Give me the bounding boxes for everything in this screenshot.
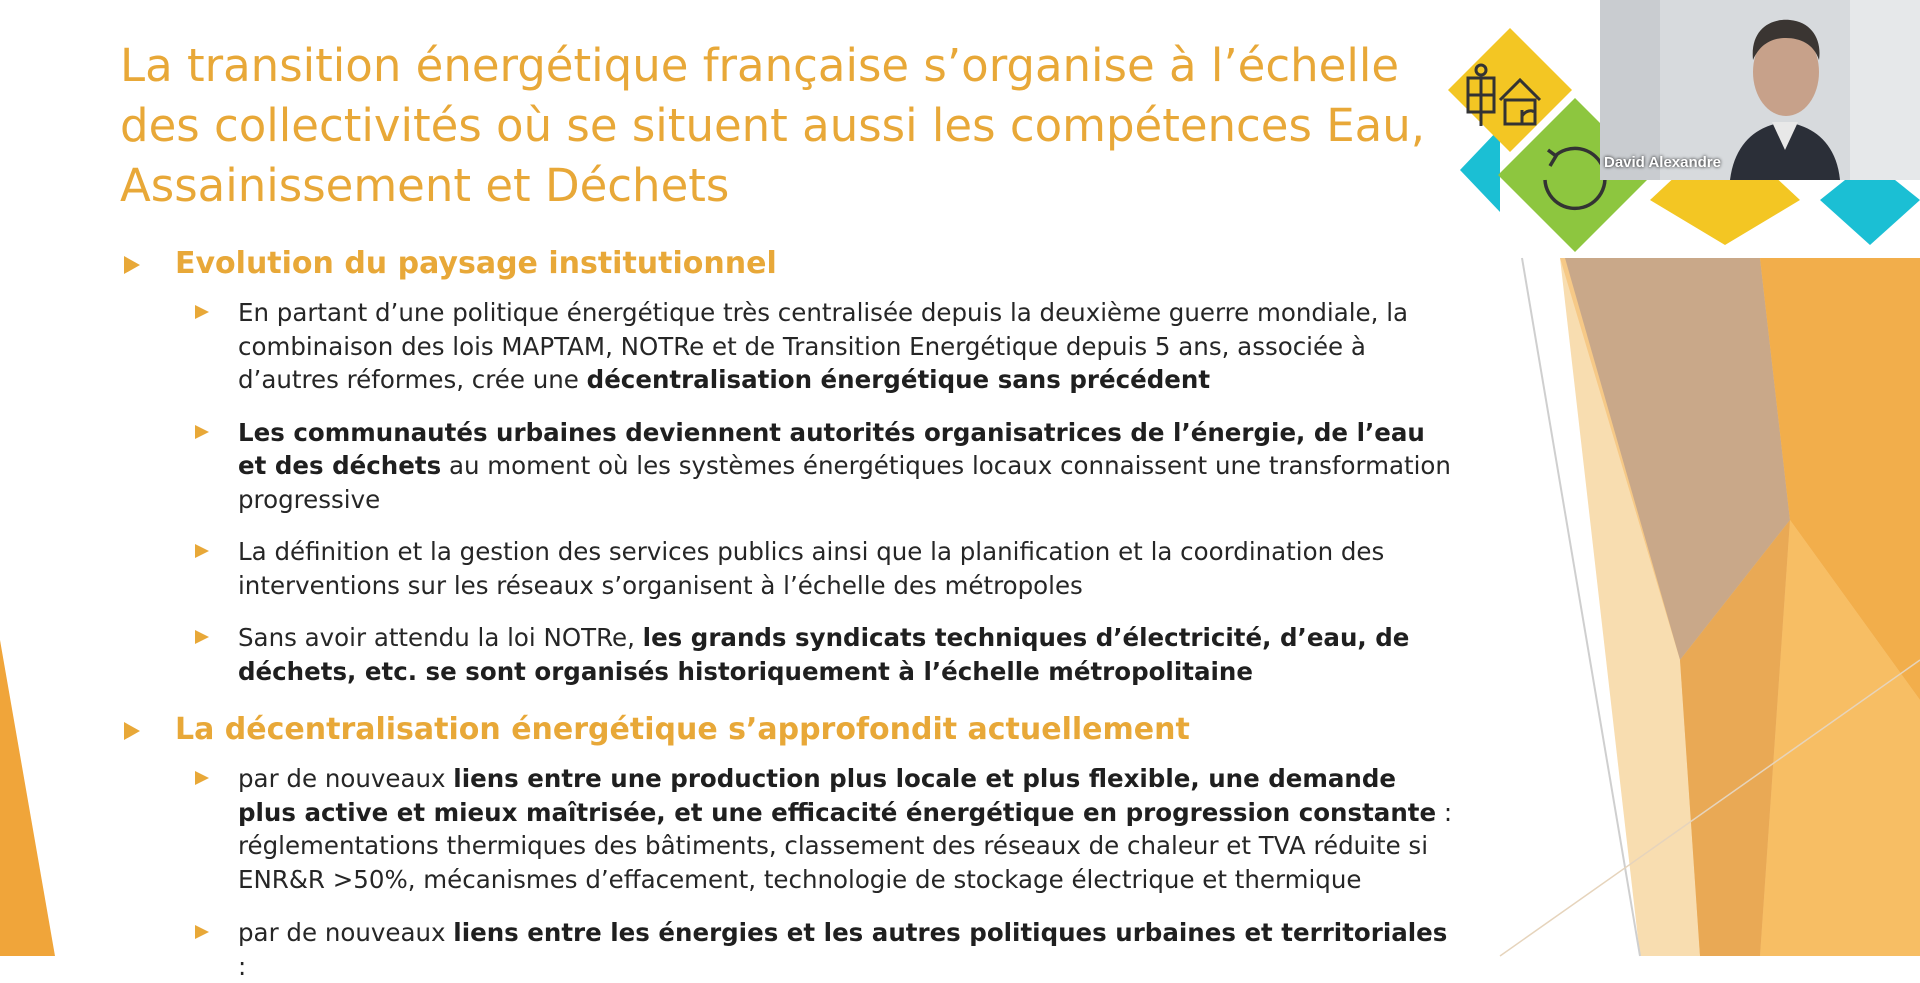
bullet-arrow-icon bbox=[195, 771, 209, 785]
bullet-item bbox=[195, 535, 1460, 602]
participant-name-label: David Alexandre bbox=[1604, 154, 1721, 171]
bullet-arrow-icon bbox=[195, 544, 209, 558]
bullet-item bbox=[195, 296, 1460, 397]
bullet-text: par de nouveaux bbox=[238, 918, 454, 947]
bullet-text: Sans avoir attendu la loi NOTRe, bbox=[238, 623, 643, 652]
section-heading bbox=[120, 245, 1460, 283]
bullet-bold-text: liens entre les énergies et les autres politiques urbaines et territoriales bbox=[453, 918, 1448, 947]
slide-title bbox=[120, 36, 1426, 216]
section-heading-text: Evolution du paysage institutionnel bbox=[175, 246, 777, 281]
section-heading-text: La décentralisation énergétique s’approfondit actuellement bbox=[175, 712, 1190, 747]
participant-video-feed bbox=[1600, 0, 1920, 180]
bullet-bold-text: décentralisation énergétique sans précédent bbox=[586, 365, 1211, 394]
left-accent-shape bbox=[0, 640, 55, 956]
bullet-text: La définition et la gestion des services publics ainsi que la planification et la coordination des interventions sur les réseaux s’organisent à l’échelle des métropoles bbox=[238, 537, 1385, 600]
bullet-item bbox=[195, 916, 1460, 983]
cyan-diamond bbox=[1460, 128, 1500, 212]
bullet-arrow-icon bbox=[124, 256, 140, 274]
participant-video-tile[interactable] bbox=[1600, 0, 1920, 180]
bullet-arrow-icon bbox=[124, 722, 140, 740]
section-heading bbox=[120, 711, 1460, 749]
slide-body bbox=[120, 245, 1460, 983]
bullet-arrow-icon bbox=[195, 925, 209, 939]
title-line: des collectivités où se situent aussi les compétences Eau, bbox=[120, 99, 1426, 152]
bullet-item bbox=[195, 621, 1460, 688]
title-line: Assainissement et Déchets bbox=[120, 159, 730, 212]
bullet-bold-text: les grands syndicats techniques d’électricité, d’eau, de déchets, etc. se sont organisés historiquement à l’échelle métropolitaine bbox=[238, 623, 1410, 686]
bullet-text: par de nouveaux bbox=[238, 764, 454, 793]
title-line: La transition énergétique française s’organise à l’échelle bbox=[120, 39, 1400, 92]
bullet-bold-text: liens entre une production plus locale et plus flexible, une demande plus active et mieux maîtrisée, et une efficacité énergétique en progression constante bbox=[238, 764, 1437, 827]
bullet-text: En partant d’une politique énergétique très centralisée depuis la deuxième guerre mondiale, la combinaison des lois MAPTAM, NOTRe et de Transition Energétique depuis 5 ans, associée à d’autres réformes, crée une bbox=[238, 298, 1409, 394]
bullet-text: : bbox=[238, 951, 247, 981]
bullet-arrow-icon bbox=[195, 305, 209, 319]
bullet-item bbox=[195, 416, 1460, 517]
bullet-arrow-icon bbox=[195, 630, 209, 644]
bullet-text: : réglementations thermiques des bâtiments, classement des réseaux de chaleur et TVA réduite si ENR&R >50%, mécanismes d’effacement, technologie de stockage électrique et thermique bbox=[238, 797, 1453, 894]
bullet-arrow-icon bbox=[195, 425, 209, 439]
bullet-item bbox=[195, 762, 1460, 896]
bullet-text: au moment où les systèmes énergétiques locaux connaissent une transformation progressive bbox=[238, 451, 1451, 514]
bullet-bold-text: Les communautés urbaines deviennent autorités organisatrices de l’énergie, de l’eau et des déchets bbox=[238, 417, 1425, 480]
